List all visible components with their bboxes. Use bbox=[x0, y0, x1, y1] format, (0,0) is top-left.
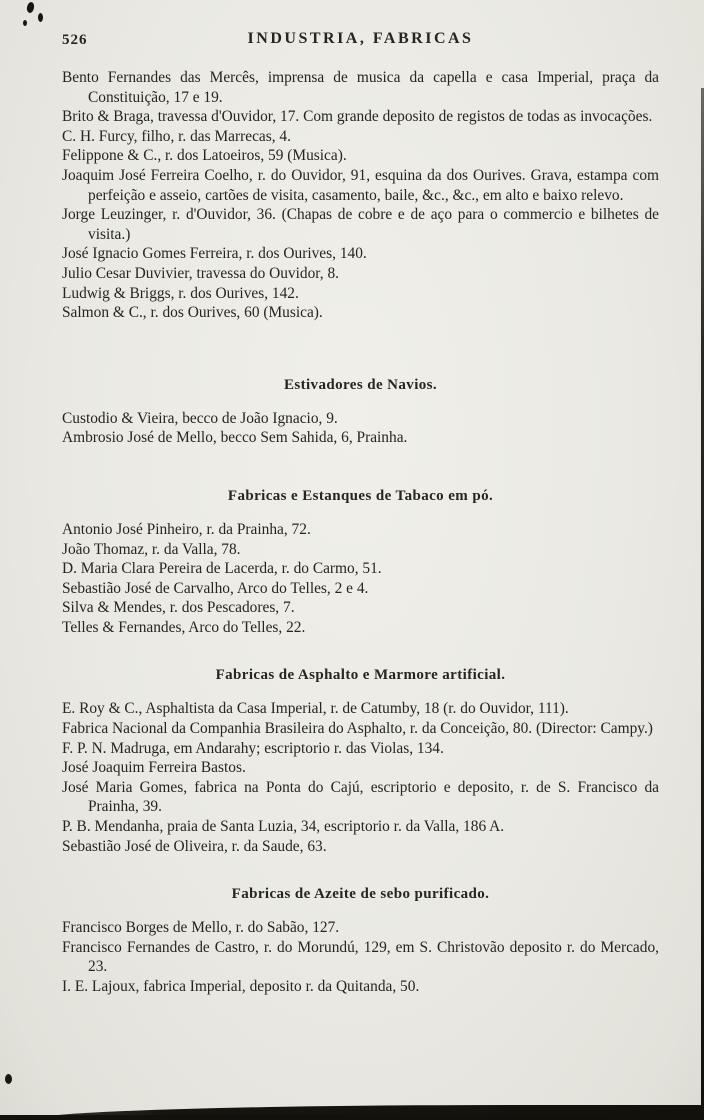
directory-entry: F. P. N. Madruga, em Andarahy; escriptorio r. das Violas, 134. bbox=[62, 739, 444, 757]
directory-entry: Julio Cesar Duvivier, travessa do Ouvidor, 8. bbox=[62, 264, 340, 282]
directory-entry: Francisco Borges de Mello, r. do Sabão, 127. bbox=[62, 919, 340, 937]
directory-entry: José Joaquim Ferreira Bastos. bbox=[62, 759, 246, 777]
page-header-row bbox=[62, 30, 659, 56]
directory-entry: Francisco Fernandes de Castro, r. do Morundú, 129, em S. Christovão deposito r. do Mercado, 23. bbox=[62, 938, 659, 976]
directory-entry: Joaquim José Ferreira Coelho, r. do Ouvidor, 91, esquina da dos Ourives. Grava, estampa com perfeição e asseio, cartões de visita, casamento, baile, &c., &c., em alto e baixo relevo. bbox=[62, 166, 659, 204]
directory-entry: Sebastião José de Oliveira, r. da Saude, 63. bbox=[62, 837, 327, 855]
scan-stain-bottom-left bbox=[5, 1074, 12, 1084]
directory-entry: I. E. Lajoux, fabrica Imperial, deposito r. da Quitanda, 50. bbox=[62, 978, 420, 995]
directory-entry: Salmon & C., r. dos Ourives, 60 (Musica). bbox=[62, 304, 323, 322]
running-header: INDUSTRIA, FABRICAS bbox=[247, 30, 474, 47]
directory-entry: Antonio José Pinheiro, r. da Prainha, 72. bbox=[62, 520, 311, 538]
directory-entry: Jorge Leuzinger, r. d'Ouvidor, 36. (Chapas de cobre e de aço para o commercio e bilhetes de visita.) bbox=[62, 206, 659, 243]
page-bottom-shadow bbox=[0, 1115, 704, 1120]
directory-entry: Bento Fernandes das Mercês, imprensa de musica da capella e casa Imperial, praça da Constituição, 17 e 19. bbox=[62, 69, 659, 106]
directory-entry: João Thomaz, r. da Valla, 78. bbox=[62, 540, 241, 558]
directory-entry: Sebastião José de Carvalho, Arco do Telles, 2 e 4. bbox=[62, 579, 369, 597]
section-heading: Fabricas de Azeite de sebo purificado. bbox=[231, 886, 490, 903]
directory-entry: P. B. Mendanha, praia de Santa Luzia, 34, escriptorio r. da Valla, 186 A. bbox=[62, 818, 505, 836]
directory-entry: Silva & Mendes, r. dos Pescadores, 7. bbox=[62, 599, 295, 617]
scan-stain-top-left bbox=[38, 13, 43, 22]
directory-entry: E. Roy & C., Asphaltista da Casa Imperial, r. de Catumby, 18 (r. do Ouvidor, 111). bbox=[62, 700, 569, 718]
scan-stain-top-left bbox=[23, 20, 27, 26]
directory-entry: D. Maria Clara Pereira de Lacerda, r. do Carmo, 51. bbox=[62, 560, 382, 578]
directory-entry: Ambrosio José de Mello, becco Sem Sahida, 6, Prainha. bbox=[62, 429, 408, 447]
scan-stain-top-left bbox=[26, 1, 35, 13]
section-heading: Fabricas e Estanques de Tabaco em pó. bbox=[227, 487, 494, 504]
directory-entry: Custodio & Vieira, becco de João Ignacio, 9. bbox=[62, 409, 338, 427]
page-content bbox=[62, 30, 659, 997]
directory-entry: José Maria Gomes, fabrica na Ponta do Cajú, escriptorio e deposito, r. de S. Francisco da Prainha, 39. bbox=[62, 778, 659, 816]
directory-entry: Telles & Fernandes, Arco do Telles, 22. bbox=[62, 618, 306, 636]
page-number: 526 bbox=[62, 32, 88, 48]
directory-entry: José Ignacio Gomes Ferreira, r. dos Ourives, 140. bbox=[62, 245, 367, 263]
directory-entry: Fabrica Nacional da Companhia Brasileira do Asphalto, r. da Conceição, 80. (Director: Campy.) bbox=[62, 720, 653, 738]
directory-entry: Felippone & C., r. dos Latoeiros, 59 (Musica). bbox=[62, 147, 347, 165]
section-heading: Fabricas de Asphalto e Marmore artificial. bbox=[215, 667, 506, 684]
directory-entry: Ludwig & Briggs, r. dos Ourives, 142. bbox=[62, 284, 299, 302]
directory-entry: Brito & Braga, travessa d'Ouvidor, 17. Com grande deposito de registos de todas as invocações. bbox=[62, 108, 653, 126]
directory-entry: C. H. Furcy, filho, r. das Marrecas, 4. bbox=[62, 127, 291, 145]
section-heading: Estivadores de Navios. bbox=[283, 376, 438, 393]
